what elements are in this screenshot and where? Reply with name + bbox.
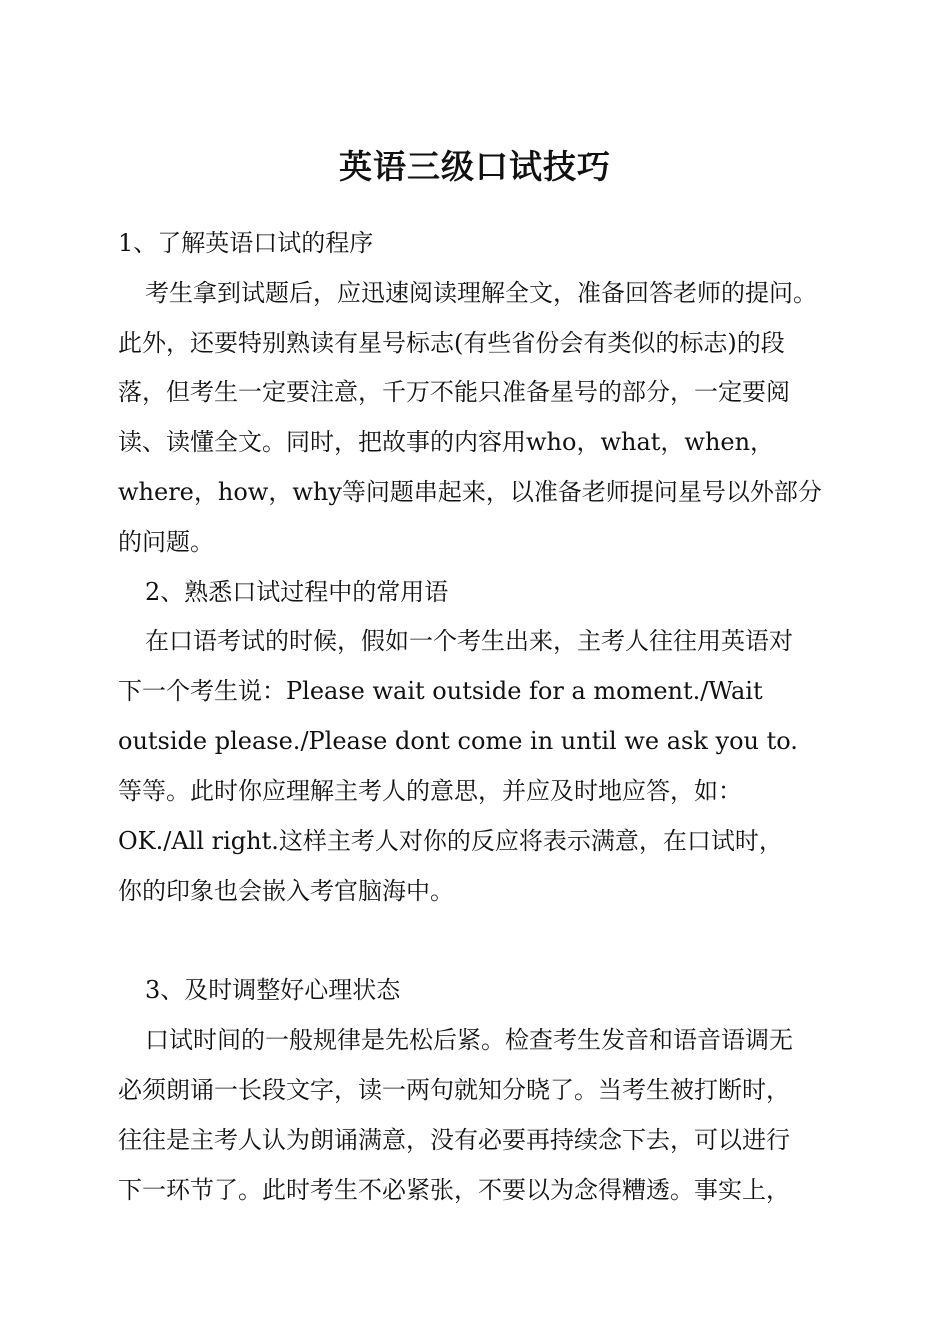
paragraph-line: 下一个考生说：Please wait outside for a moment./Wait: [118, 677, 763, 705]
paragraph-line: 口试时间的一般规律是先松后紧。检查考生发音和语音语调无: [145, 1026, 793, 1054]
paragraph-line: 等等。此时你应理解主考人的意思，并应及时地应答，如：: [118, 777, 742, 805]
paragraph-line: where，how，why等问题串起来，以准备老师提问星号以外部分: [118, 478, 822, 506]
section-heading-3: 3、及时调整好心理状态: [145, 976, 401, 1004]
paragraph-line: 的问题。: [118, 528, 214, 556]
paragraph-line: 考生拿到试题后，应迅速阅读理解全文，准备回答老师的提问。: [145, 279, 817, 307]
paragraph-line: 你的印象也会嵌入考官脑海中。: [118, 877, 454, 905]
paragraph-line: 此外，还要特别熟读有星号标志(有些省份会有类似的标志)的段: [118, 329, 785, 357]
paragraph-line: 往往是主考人认为朗诵满意，没有必要再持续念下去，可以进行: [118, 1126, 790, 1154]
paragraph-line: 读、读懂全文。同时，把故事的内容用who，what，when，: [118, 428, 775, 456]
section-heading-1: 1、了解英语口试的程序: [118, 229, 374, 257]
paragraph-line: OK./All right.这样主考人对你的反应将表示满意，在口试时，: [118, 827, 783, 855]
paragraph-line: 必须朗诵一长段文字，读一两句就知分晓了。当考生被打断时，: [118, 1076, 790, 1104]
paragraph-line: 下一环节了。此时考生不必紧张，不要以为念得糟透。事实上，: [118, 1176, 790, 1204]
paragraph-line: 落，但考生一定要注意，千万不能只准备星号的部分，一定要阅: [118, 378, 790, 406]
section-heading-2: 2、熟悉口试过程中的常用语: [145, 578, 449, 606]
document-title: 英语三级口试技巧: [339, 147, 611, 186]
paragraph-line: 在口语考试的时候，假如一个考生出来，主考人往往用英语对: [145, 627, 793, 655]
paragraph-line: outside please./Please dont come in until we ask you to.: [118, 727, 798, 755]
